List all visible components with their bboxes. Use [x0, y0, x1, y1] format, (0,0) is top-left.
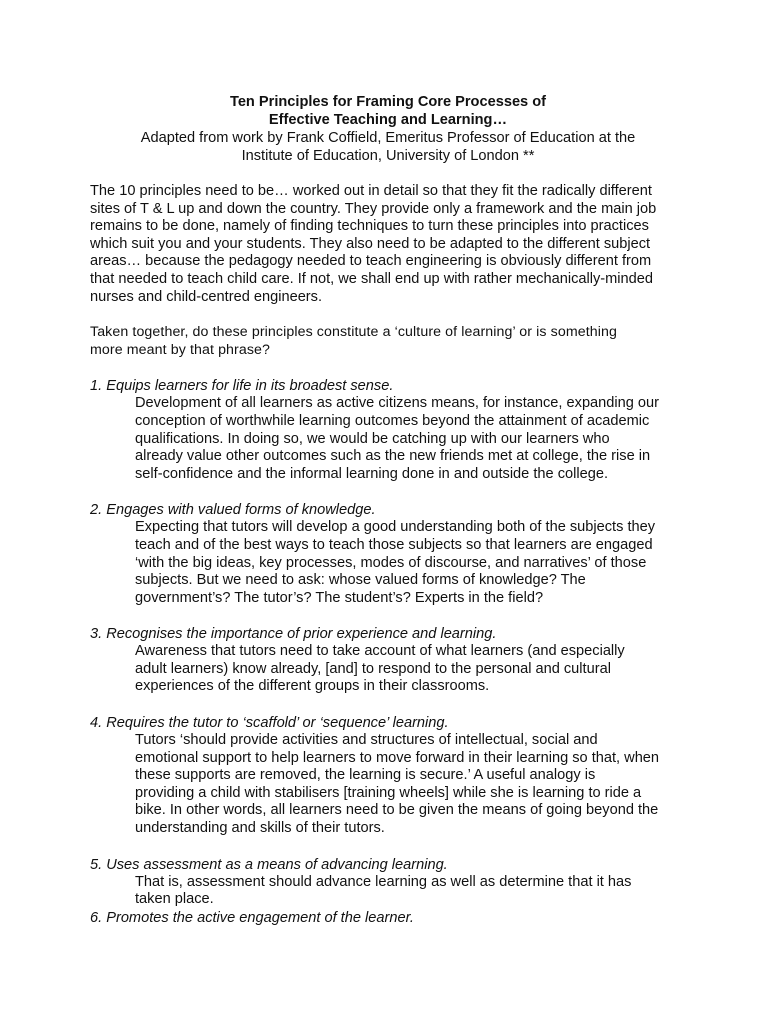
intro-line: The 10 principles need to be… worked out in detail so that they fit the radically different: [90, 183, 652, 199]
principle-body-line: qualifications. In doing so, we would be catching up with our learners who: [135, 430, 610, 447]
principle-heading: 6. Promotes the active engagement of the learner.: [90, 909, 414, 926]
question-line: Taken together, do these principles constitute a ‘culture of learning’ or is something: [90, 324, 618, 341]
subtitle-line: Adapted from work by Frank Coffield, Emeritus Professor of Education at the: [140, 130, 636, 146]
subtitle-line: Institute of Education, University of London **: [241, 148, 535, 164]
document-header: [88, 93, 688, 165]
principle-heading: 4. Requires the tutor to ‘scaffold’ or ‘sequence’ learning.: [90, 715, 449, 732]
principle-body-line: Awareness that tutors need to take account of what learners (and especially: [135, 643, 625, 660]
principle-body-line: understanding and skills of their tutors.: [135, 820, 385, 837]
principle-item: [90, 909, 688, 927]
principle-body-line: these supports are removed, the learning is secure.’ A useful analogy is: [135, 767, 596, 784]
document-subtitle: [88, 129, 688, 165]
principle-body-line: Expecting that tutors will develop a good understanding both of the subjects they: [135, 519, 656, 536]
principle-heading: 3. Recognises the importance of prior experience and learning.: [90, 626, 497, 643]
question-line: more meant by that phrase?: [90, 341, 271, 358]
principle-item: [90, 625, 688, 696]
intro-line: that needed to teach child care. If not, we shall end up with rather mechanically-minded: [90, 270, 653, 287]
intro-line: remains to be done, namely of finding techniques to turn these principles into practices: [90, 218, 649, 235]
intro-line: which suit you and your students. They also need to be adapted to the different subject: [90, 235, 651, 252]
principle-item: [90, 501, 688, 607]
principle-body: [135, 643, 688, 696]
principle-body-line: subjects. But we need to ask: whose valued forms of knowledge? The: [135, 572, 586, 589]
principles-list: [90, 377, 688, 926]
principle-body-line: emotional support to help learners to move forward in their learning so that, when: [135, 749, 660, 766]
intro-line: nurses and child-centred engineers.: [90, 288, 323, 305]
intro-line: sites of T & L up and down the country. They provide only a framework and the main job: [90, 200, 657, 217]
principle-body-line: That is, assessment should advance learning as well as determine that it has: [135, 873, 632, 890]
principle-body-line: Development of all learners as active citizens means, for instance, expanding our: [135, 395, 660, 412]
principle-body-line: self-confidence and the informal learning done in and outside the college.: [135, 465, 608, 482]
principle-body: [135, 732, 688, 838]
principle-item: [90, 377, 688, 483]
principle-body-line: adult learners) know already, [and] to respond to the personal and cultural: [135, 660, 611, 677]
principle-heading: 5. Uses assessment as a means of advancing learning.: [90, 856, 448, 873]
principle-item: [90, 714, 688, 838]
principle-body-line: conception of worthwhile learning outcomes beyond the attainment of academic: [135, 412, 650, 429]
principle-body-line: government’s? The tutor’s? The student’s? Experts in the field?: [135, 589, 544, 606]
principle-body-line: providing a child with stabilisers [training wheels] while she is learning to ride a: [135, 784, 642, 801]
intro-line: areas… because the pedagogy needed to teach engineering is obviously different from: [90, 253, 652, 270]
principle-heading: 1. Equips learners for life in its broadest sense.: [90, 378, 394, 395]
title-line: Ten Principles for Framing Core Processes of: [229, 94, 547, 110]
principle-body-line: experiences of the different groups in their classrooms.: [135, 678, 490, 695]
principle-body-line: already value other outcomes such as the new friends met at college, the rise in: [135, 448, 651, 465]
principle-body-line: ‘with the big ideas, key processes, modes of discourse, and narratives’ of those: [135, 554, 647, 571]
intro-paragraph: [90, 183, 688, 306]
question-paragraph: [90, 324, 688, 359]
principle-body-line: Tutors ‘should provide activities and structures of intellectual, social and: [135, 732, 598, 749]
principle-body-line: taken place.: [135, 891, 214, 908]
principle-body: [135, 519, 688, 607]
title-line: Effective Teaching and Learning…: [268, 112, 508, 128]
document-title: [88, 93, 688, 129]
principle-heading: 2. Engages with valued forms of knowledge.: [90, 502, 376, 519]
principle-body: [135, 874, 688, 909]
principle-item: [90, 856, 688, 909]
principle-body-line: teach and of the best ways to teach those subjects so that learners are engaged: [135, 536, 653, 553]
principle-body-line: bike. In other words, all learners need to be given the means of going beyond the: [135, 802, 659, 819]
principle-body: [135, 395, 688, 483]
